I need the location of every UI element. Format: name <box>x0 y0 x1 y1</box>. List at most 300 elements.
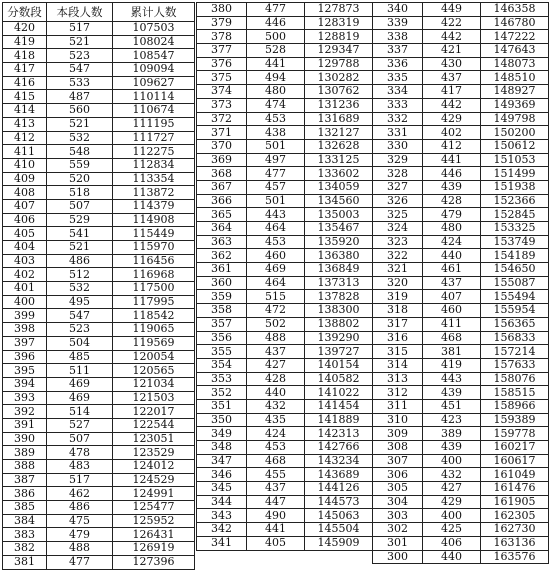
score-cell: 407 <box>3 199 47 213</box>
score-cell: 403 <box>3 254 47 268</box>
table-row <box>373 317 549 331</box>
count-cell: 400 <box>423 509 481 523</box>
table-row <box>3 49 195 63</box>
table-row <box>3 487 195 501</box>
table-row <box>373 167 549 181</box>
score-cell: 302 <box>373 523 423 537</box>
count-cell: 427 <box>247 358 305 372</box>
score-cell: 301 <box>373 536 423 550</box>
cumulative-cell: 120565 <box>113 364 195 378</box>
count-cell: 486 <box>47 254 113 268</box>
score-cell: 350 <box>197 413 247 427</box>
score-cell: 334 <box>373 85 423 99</box>
count-cell: 441 <box>247 523 305 537</box>
count-cell: 469 <box>247 263 305 277</box>
count-cell: 501 <box>247 194 305 208</box>
cumulative-cell: 113872 <box>113 186 195 200</box>
table-column-2 <box>196 2 373 551</box>
table-row <box>197 482 373 496</box>
score-cell: 342 <box>197 523 247 537</box>
table-row <box>197 71 373 85</box>
table-row <box>3 391 195 405</box>
cumulative-cell: 109627 <box>113 76 195 90</box>
score-cell: 358 <box>197 304 247 318</box>
count-cell: 480 <box>423 222 481 236</box>
cumulative-cell: 114379 <box>113 199 195 213</box>
table-row <box>197 509 373 523</box>
score-cell: 345 <box>197 482 247 496</box>
count-cell: 477 <box>247 3 305 17</box>
cumulative-cell: 107503 <box>113 22 195 36</box>
score-cell: 331 <box>373 126 423 140</box>
count-cell: 507 <box>47 432 113 446</box>
column-header: 本段人数 <box>47 3 113 22</box>
cumulative-cell: 114908 <box>113 213 195 227</box>
score-cell: 322 <box>373 249 423 263</box>
count-cell: 501 <box>247 139 305 153</box>
score-cell: 360 <box>197 276 247 290</box>
cumulative-cell: 138300 <box>305 304 373 318</box>
cumulative-cell: 148510 <box>481 71 549 85</box>
cumulative-cell: 136380 <box>305 249 373 263</box>
count-cell: 443 <box>247 208 305 222</box>
table-row <box>3 268 195 282</box>
count-cell: 560 <box>47 104 113 118</box>
cumulative-cell: 159389 <box>481 413 549 427</box>
score-cell: 369 <box>197 153 247 167</box>
table-row <box>373 98 549 112</box>
table-row <box>373 194 549 208</box>
table-row <box>197 331 373 345</box>
count-cell: 423 <box>423 413 481 427</box>
table-row <box>373 413 549 427</box>
score-cell: 308 <box>373 441 423 455</box>
score-cell: 312 <box>373 386 423 400</box>
score-cell: 348 <box>197 441 247 455</box>
table-row <box>373 386 549 400</box>
cumulative-cell: 124529 <box>113 473 195 487</box>
table-row <box>3 117 195 131</box>
table-row <box>3 446 195 460</box>
count-cell: 437 <box>423 276 481 290</box>
score-cell: 319 <box>373 290 423 304</box>
cumulative-cell: 151938 <box>481 180 549 194</box>
score-cell: 354 <box>197 358 247 372</box>
table-row <box>197 139 373 153</box>
cumulative-cell: 146358 <box>481 3 549 17</box>
score-cell: 353 <box>197 372 247 386</box>
count-cell: 521 <box>47 35 113 49</box>
count-cell: 490 <box>247 509 305 523</box>
cumulative-cell: 137828 <box>305 290 373 304</box>
count-cell: 417 <box>423 85 481 99</box>
cumulative-cell: 140154 <box>305 358 373 372</box>
header-row <box>3 3 195 22</box>
score-cell: 332 <box>373 112 423 126</box>
table-row <box>373 536 549 550</box>
cumulative-cell: 151053 <box>481 153 549 167</box>
count-cell: 441 <box>423 153 481 167</box>
score-cell: 381 <box>3 555 47 569</box>
cumulative-cell: 126431 <box>113 528 195 542</box>
count-cell: 479 <box>423 208 481 222</box>
count-cell: 427 <box>423 482 481 496</box>
cumulative-cell: 161049 <box>481 468 549 482</box>
cumulative-cell: 162730 <box>481 523 549 537</box>
score-cell: 405 <box>3 227 47 241</box>
count-cell: 518 <box>47 186 113 200</box>
score-distribution-document <box>2 2 548 576</box>
count-cell: 439 <box>423 441 481 455</box>
count-cell: 485 <box>47 350 113 364</box>
cumulative-cell: 156833 <box>481 331 549 345</box>
score-cell: 306 <box>373 468 423 482</box>
cumulative-cell: 157633 <box>481 358 549 372</box>
table-row <box>3 364 195 378</box>
table-row <box>197 317 373 331</box>
cumulative-cell: 149798 <box>481 112 549 126</box>
count-cell: 504 <box>47 336 113 350</box>
count-cell: 521 <box>47 241 113 255</box>
score-cell: 329 <box>373 153 423 167</box>
cumulative-cell: 142313 <box>305 427 373 441</box>
cumulative-cell: 118542 <box>113 309 195 323</box>
table-row <box>197 85 373 99</box>
count-cell: 457 <box>247 180 305 194</box>
score-cell: 303 <box>373 509 423 523</box>
score-cell: 399 <box>3 309 47 323</box>
cumulative-cell: 142766 <box>305 441 373 455</box>
table-row <box>373 222 549 236</box>
cumulative-cell: 147643 <box>481 44 549 58</box>
count-cell: 440 <box>423 550 481 564</box>
cumulative-cell: 129788 <box>305 57 373 71</box>
cumulative-cell: 145504 <box>305 523 373 537</box>
count-cell: 483 <box>47 460 113 474</box>
cumulative-cell: 124012 <box>113 460 195 474</box>
score-cell: 417 <box>3 63 47 77</box>
cumulative-cell: 161905 <box>481 495 549 509</box>
table-row <box>373 441 549 455</box>
cumulative-cell: 151499 <box>481 167 549 181</box>
count-cell: 438 <box>247 126 305 140</box>
cumulative-cell: 135003 <box>305 208 373 222</box>
count-cell: 381 <box>423 345 481 359</box>
score-cell: 400 <box>3 295 47 309</box>
table-row <box>373 345 549 359</box>
score-cell: 327 <box>373 180 423 194</box>
count-cell: 512 <box>47 268 113 282</box>
table-row <box>197 235 373 249</box>
score-cell: 408 <box>3 186 47 200</box>
count-cell: 453 <box>247 112 305 126</box>
score-cell: 397 <box>3 336 47 350</box>
cumulative-cell: 119065 <box>113 323 195 337</box>
cumulative-cell: 127396 <box>113 555 195 569</box>
table-row <box>3 309 195 323</box>
score-cell: 344 <box>197 495 247 509</box>
count-cell: 453 <box>247 235 305 249</box>
cumulative-cell: 137313 <box>305 276 373 290</box>
score-cell: 307 <box>373 454 423 468</box>
table-row <box>197 399 373 413</box>
cumulative-cell: 139290 <box>305 331 373 345</box>
table-row <box>373 153 549 167</box>
table-row <box>197 126 373 140</box>
cumulative-cell: 133125 <box>305 153 373 167</box>
score-cell: 367 <box>197 180 247 194</box>
table-row <box>3 227 195 241</box>
table-row <box>3 131 195 145</box>
table-row <box>197 413 373 427</box>
table-row <box>3 405 195 419</box>
cumulative-cell: 158966 <box>481 399 549 413</box>
score-cell: 325 <box>373 208 423 222</box>
score-cell: 374 <box>197 85 247 99</box>
count-cell: 437 <box>423 71 481 85</box>
count-cell: 533 <box>47 76 113 90</box>
count-cell: 429 <box>423 112 481 126</box>
cumulative-cell: 108547 <box>113 49 195 63</box>
score-cell: 304 <box>373 495 423 509</box>
score-cell: 413 <box>3 117 47 131</box>
table-row <box>3 377 195 391</box>
count-cell: 507 <box>47 199 113 213</box>
table-row <box>3 63 195 77</box>
cumulative-cell: 132628 <box>305 139 373 153</box>
score-cell: 416 <box>3 76 47 90</box>
count-cell: 479 <box>47 528 113 542</box>
cumulative-cell: 144573 <box>305 495 373 509</box>
score-cell: 414 <box>3 104 47 118</box>
count-cell: 419 <box>423 358 481 372</box>
cumulative-cell: 162305 <box>481 509 549 523</box>
table-row <box>373 249 549 263</box>
count-cell: 446 <box>423 167 481 181</box>
count-cell: 514 <box>47 405 113 419</box>
table-row <box>373 290 549 304</box>
table-row <box>197 468 373 482</box>
count-cell: 469 <box>47 391 113 405</box>
cumulative-cell: 111727 <box>113 131 195 145</box>
score-cell: 401 <box>3 282 47 296</box>
count-cell: 475 <box>47 514 113 528</box>
table-row <box>3 542 195 556</box>
count-cell: 461 <box>423 263 481 277</box>
score-cell: 380 <box>197 3 247 17</box>
score-cell: 387 <box>3 473 47 487</box>
cumulative-cell: 154189 <box>481 249 549 263</box>
table-row <box>3 22 195 36</box>
score-cell: 309 <box>373 427 423 441</box>
cumulative-cell: 148927 <box>481 85 549 99</box>
table-row <box>373 509 549 523</box>
table-row <box>197 386 373 400</box>
count-cell: 440 <box>247 386 305 400</box>
score-cell: 340 <box>373 3 423 17</box>
table-row <box>197 112 373 126</box>
score-cell: 391 <box>3 418 47 432</box>
table-row <box>197 358 373 372</box>
table-row <box>373 468 549 482</box>
count-cell: 429 <box>423 495 481 509</box>
cumulative-cell: 149369 <box>481 98 549 112</box>
count-cell: 411 <box>423 317 481 331</box>
cumulative-cell: 109094 <box>113 63 195 77</box>
table-row <box>3 145 195 159</box>
count-cell: 486 <box>47 501 113 515</box>
score-cell: 333 <box>373 98 423 112</box>
score-cell: 323 <box>373 235 423 249</box>
cumulative-cell: 161476 <box>481 482 549 496</box>
cumulative-cell: 112834 <box>113 158 195 172</box>
score-cell: 324 <box>373 222 423 236</box>
table-row <box>3 473 195 487</box>
table-row <box>373 112 549 126</box>
table-row <box>373 126 549 140</box>
cumulative-cell: 147222 <box>481 30 549 44</box>
score-cell: 393 <box>3 391 47 405</box>
count-cell: 523 <box>47 49 113 63</box>
count-cell: 532 <box>47 131 113 145</box>
cumulative-cell: 115449 <box>113 227 195 241</box>
score-cell: 330 <box>373 139 423 153</box>
score-cell: 349 <box>197 427 247 441</box>
count-cell: 500 <box>247 30 305 44</box>
score-cell: 394 <box>3 377 47 391</box>
table-row <box>3 336 195 350</box>
table-row <box>197 290 373 304</box>
cumulative-cell: 127873 <box>305 3 373 17</box>
cumulative-cell: 122544 <box>113 418 195 432</box>
table-row <box>3 432 195 446</box>
score-cell: 343 <box>197 509 247 523</box>
cumulative-cell: 144126 <box>305 482 373 496</box>
count-cell: 406 <box>423 536 481 550</box>
count-cell: 529 <box>47 213 113 227</box>
score-cell: 389 <box>3 446 47 460</box>
score-cell: 355 <box>197 345 247 359</box>
score-cell: 383 <box>3 528 47 542</box>
table-row <box>197 3 373 17</box>
table-row <box>373 331 549 345</box>
count-cell: 424 <box>247 427 305 441</box>
score-cell: 373 <box>197 98 247 112</box>
cumulative-cell: 138802 <box>305 317 373 331</box>
table-row <box>197 16 373 30</box>
cumulative-cell: 150612 <box>481 139 549 153</box>
score-cell: 305 <box>373 482 423 496</box>
score-cell: 415 <box>3 90 47 104</box>
score-cell: 311 <box>373 399 423 413</box>
cumulative-cell: 113354 <box>113 172 195 186</box>
score-cell: 352 <box>197 386 247 400</box>
cumulative-cell: 125477 <box>113 501 195 515</box>
table-row <box>3 186 195 200</box>
cumulative-cell: 126919 <box>113 542 195 556</box>
score-cell: 300 <box>373 550 423 564</box>
cumulative-cell: 154650 <box>481 263 549 277</box>
score-cell: 356 <box>197 331 247 345</box>
cumulative-cell: 158076 <box>481 372 549 386</box>
table-row <box>3 528 195 542</box>
table-row <box>197 30 373 44</box>
score-cell: 337 <box>373 44 423 58</box>
score-cell: 411 <box>3 145 47 159</box>
score-table <box>372 2 549 564</box>
count-cell: 460 <box>423 304 481 318</box>
count-cell: 517 <box>47 473 113 487</box>
table-row <box>197 276 373 290</box>
score-cell: 395 <box>3 364 47 378</box>
table-row <box>3 295 195 309</box>
score-cell: 365 <box>197 208 247 222</box>
score-cell: 371 <box>197 126 247 140</box>
table-row <box>3 254 195 268</box>
score-cell: 326 <box>373 194 423 208</box>
count-cell: 441 <box>247 57 305 71</box>
score-cell: 338 <box>373 30 423 44</box>
count-cell: 494 <box>247 71 305 85</box>
table-row <box>197 304 373 318</box>
score-cell: 328 <box>373 167 423 181</box>
count-cell: 402 <box>423 126 481 140</box>
table-row <box>373 3 549 17</box>
cumulative-cell: 160617 <box>481 454 549 468</box>
count-cell: 437 <box>247 482 305 496</box>
cumulative-cell: 141454 <box>305 399 373 413</box>
cumulative-cell: 116968 <box>113 268 195 282</box>
cumulative-cell: 116456 <box>113 254 195 268</box>
table-row <box>3 172 195 186</box>
table-row <box>3 555 195 569</box>
score-cell: 357 <box>197 317 247 331</box>
score-cell: 398 <box>3 323 47 337</box>
table-row <box>197 495 373 509</box>
cumulative-cell: 156365 <box>481 317 549 331</box>
cumulative-cell: 122017 <box>113 405 195 419</box>
table-row <box>373 523 549 537</box>
cumulative-cell: 145063 <box>305 509 373 523</box>
cumulative-cell: 155954 <box>481 304 549 318</box>
score-cell: 317 <box>373 317 423 331</box>
cumulative-cell: 143234 <box>305 454 373 468</box>
table-row <box>373 304 549 318</box>
cumulative-cell: 157214 <box>481 345 549 359</box>
cumulative-cell: 155494 <box>481 290 549 304</box>
cumulative-cell: 152366 <box>481 194 549 208</box>
table-row <box>197 249 373 263</box>
count-cell: 425 <box>423 523 481 537</box>
table-row <box>3 282 195 296</box>
score-cell: 351 <box>197 399 247 413</box>
count-cell: 405 <box>247 536 305 550</box>
cumulative-cell: 117500 <box>113 282 195 296</box>
table-row <box>197 372 373 386</box>
count-cell: 464 <box>247 276 305 290</box>
table-row <box>197 263 373 277</box>
cumulative-cell: 148073 <box>481 57 549 71</box>
score-cell: 390 <box>3 432 47 446</box>
table-row <box>197 536 373 550</box>
table-row <box>373 71 549 85</box>
count-cell: 472 <box>247 304 305 318</box>
table-row <box>373 399 549 413</box>
count-cell: 453 <box>247 441 305 455</box>
table-row <box>197 345 373 359</box>
score-cell: 366 <box>197 194 247 208</box>
count-cell: 447 <box>247 495 305 509</box>
